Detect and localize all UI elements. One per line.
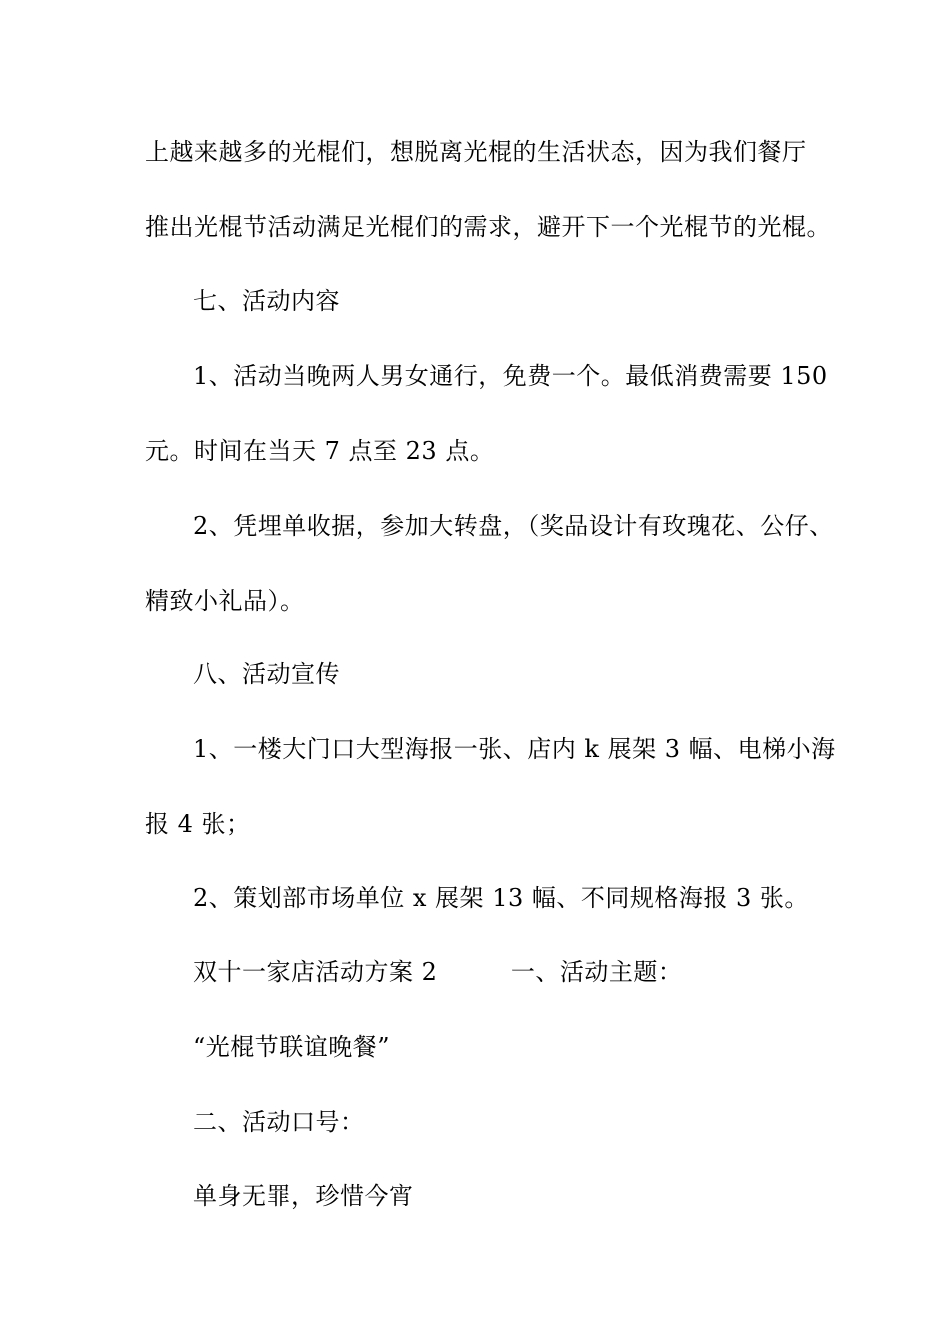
activity-theme: “光棍节联谊晚餐” (193, 1033, 391, 1061)
list-item-2-continued: 精致小礼品）。 (145, 587, 305, 615)
slogan-text: 单身无罪，珍惜今宵 (193, 1182, 414, 1210)
body-text-line: 上越来越多的光棍们，想脱离光棍的生活状态，因为我们餐厅 (145, 138, 807, 166)
promotion-item-1-continued: 报 4 张； (145, 810, 251, 838)
promotion-item-2: 2、策划部市场单位 x 展架 13 幅、不同规格海报 3 张。 (193, 884, 809, 912)
body-text-line: 推出光棍节活动满足光棍们的需求，避开下一个光棍节的光棍。 (145, 213, 831, 241)
section-heading-content: 七、活动内容 (193, 287, 340, 315)
list-item-1: 1、活动当晚两人男女通行，免费一个。最低消费需要 150 (193, 362, 828, 390)
list-item-1-continued: 元。时间在当天 7 点至 23 点。 (145, 437, 495, 465)
list-item-2: 2、凭埋单收据，参加大转盘，（奖品设计有玫瑰花、公仔、 (193, 512, 834, 540)
promotion-item-1: 1、一楼大门口大型海报一张、店内 k 展架 3 幅、电梯小海 (193, 735, 836, 763)
plan-title-line: 双十一家店活动方案 2 一、活动主题： (193, 958, 683, 986)
section-heading-slogan: 二、活动口号： (193, 1108, 365, 1136)
section-heading-promotion: 八、活动宣传 (193, 660, 340, 688)
